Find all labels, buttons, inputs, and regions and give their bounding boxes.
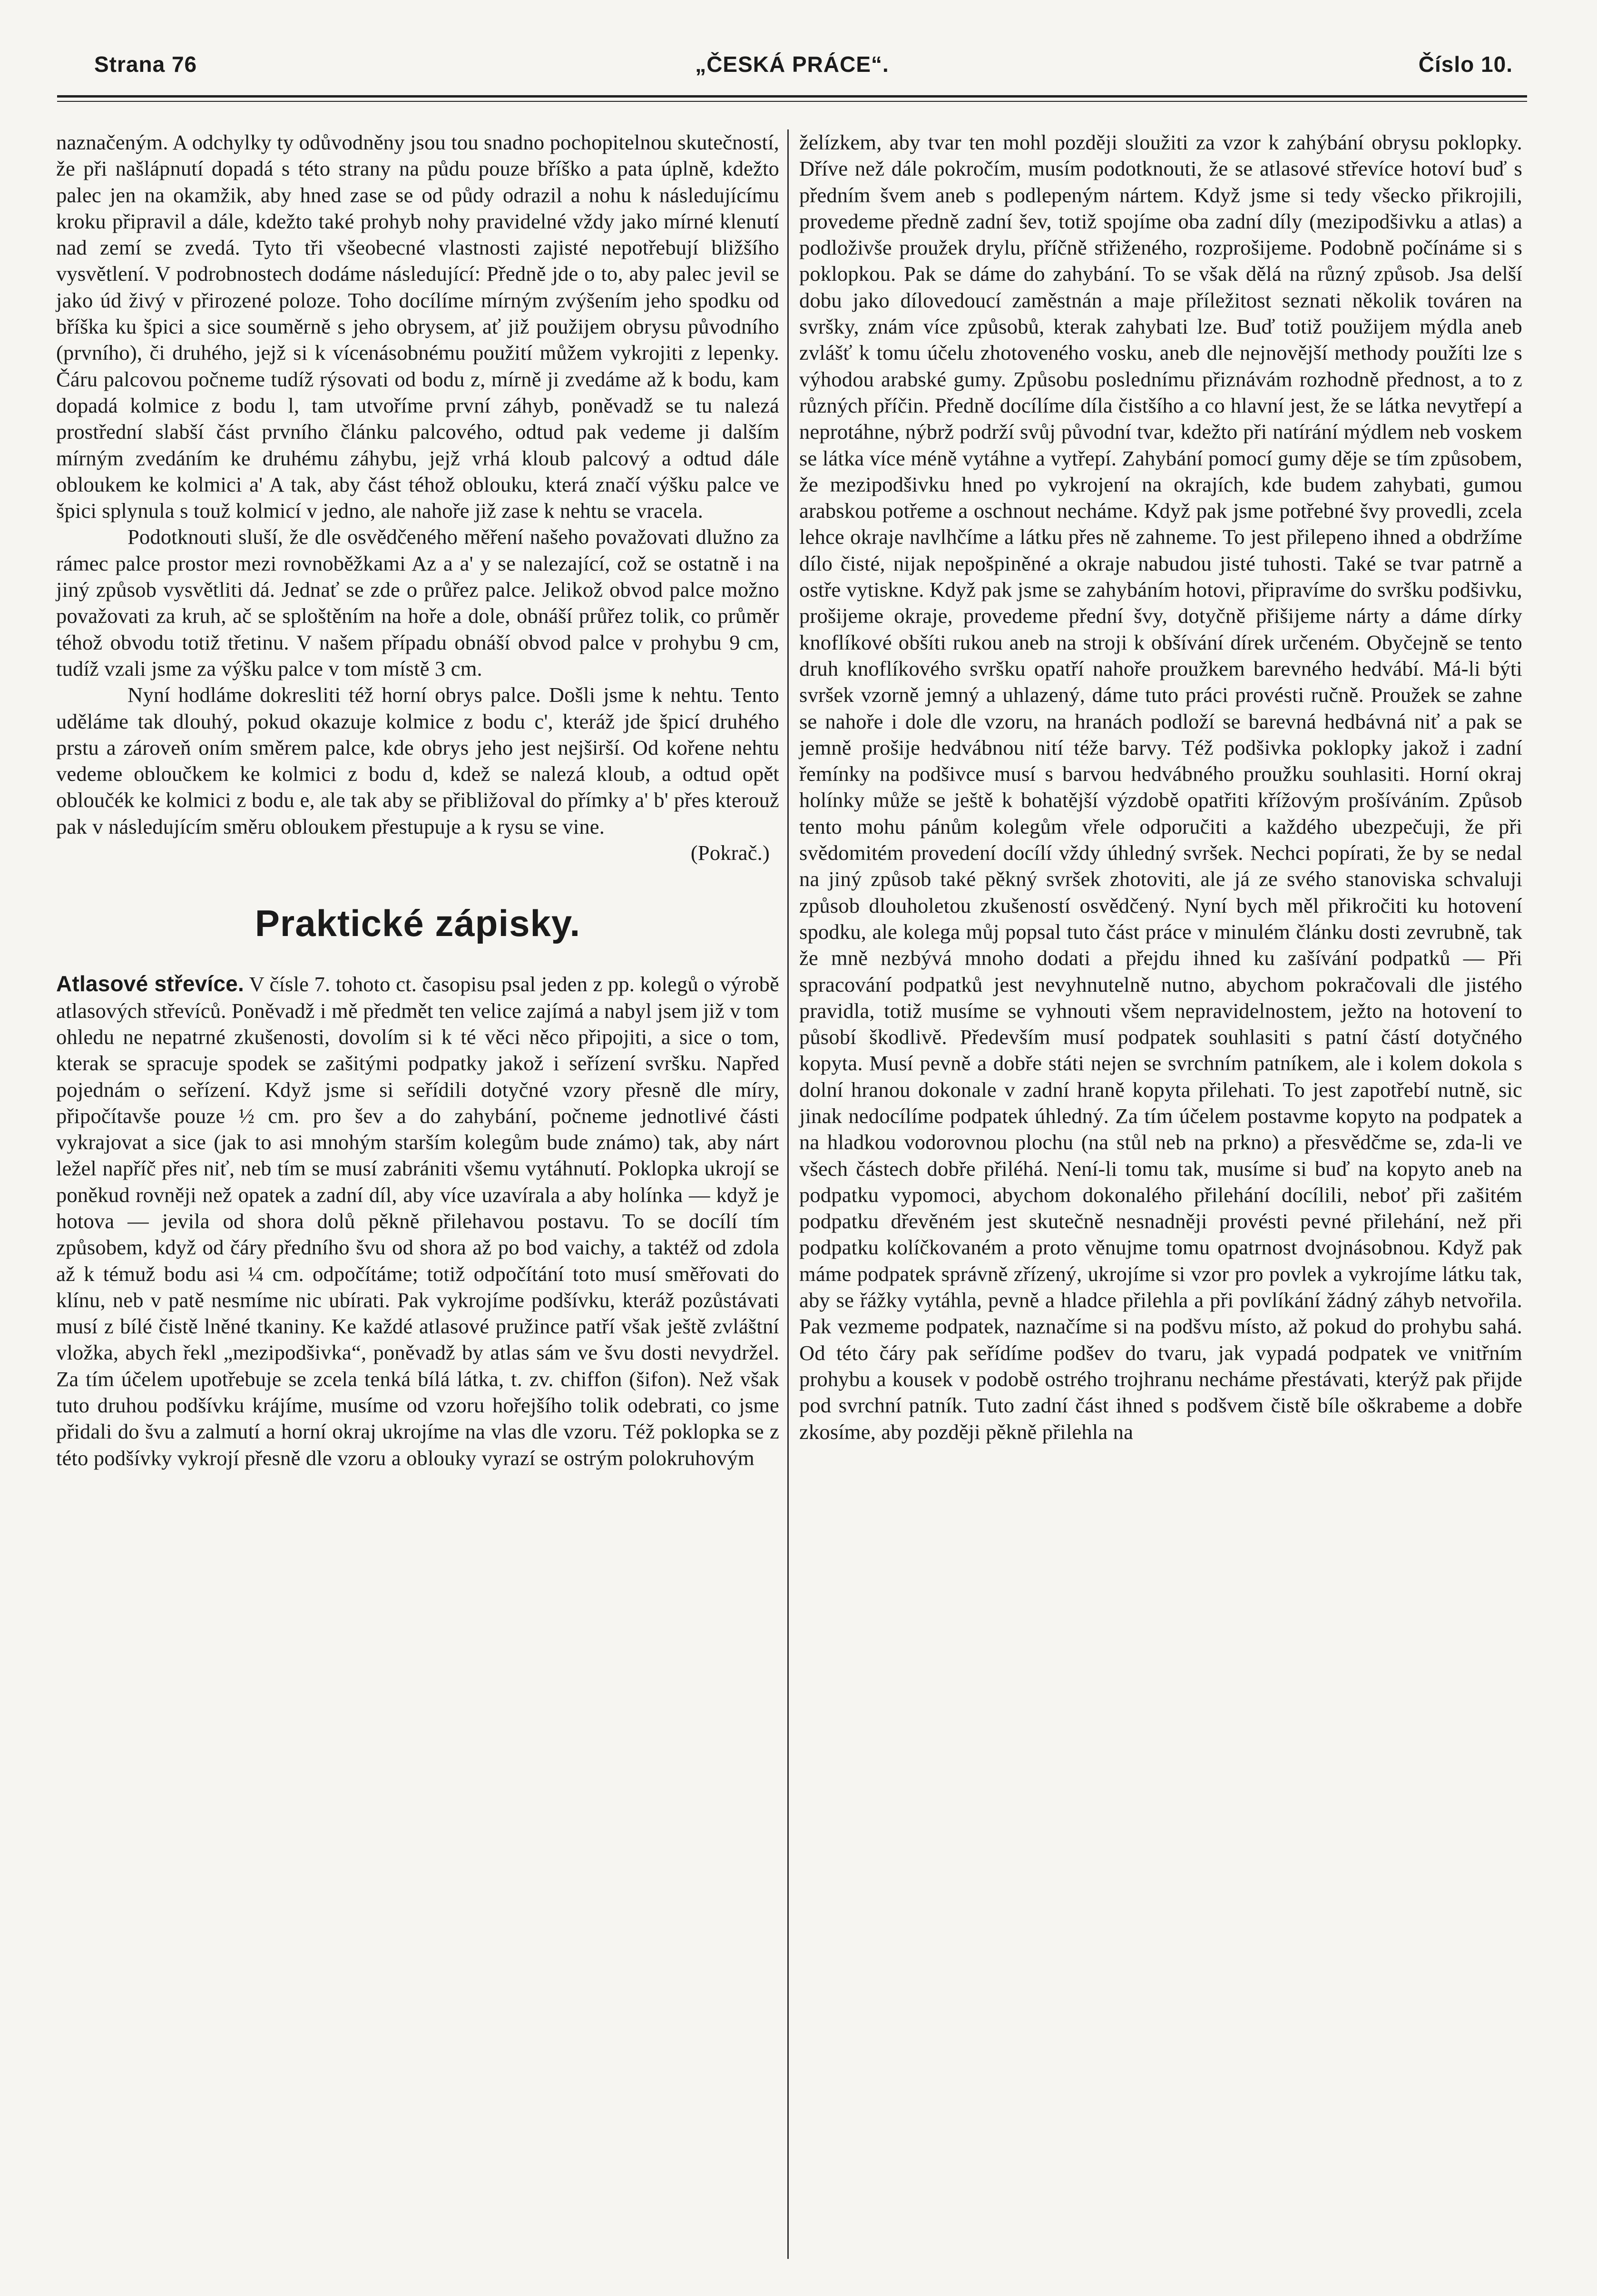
- page-number: Strana 76: [94, 52, 197, 77]
- article-text: V čísle 7. tohoto ct. časopisu psal jeden z pp. kolegů o výrobě atlasových střevíců. Poněvadž i mě předmět ten velice zajímá a nabyl jsem již v tom ohledu ne nepatrné zkušenosti, dovolím si k té věci něco připojiti, a sice o tom, kterak se spracuje spodek se zašitými podpatky jakož i seřízení svršku. Napřed pojednám o seřízení. Když jsme si seřídili dotyčné vzory přesně dle míry, připočítavše pouze ½ cm. pro šev a do zahybání, počneme jednotlivé části vykrajovat a sice (jak to asi mnohým starším kolegům bude známo) tak, aby nárt ležel napříč přes niť, neb tím se musí zabrániti všemu vytáhnutí. Poklopka ukrojí se poněkud rovněji než opatek a zadní díl, aby více uzavírala a aby holínka — když je hotova — jevila od shora dolů pěkně přilehavou postavu. To se docílí tím způsobem, když od čáry předního švu od shora až po bod vaichy, a taktéž od zdola až k témuž bodu asi ¼ cm. odpočítáme; totiž odpočítání toto musí směřovati do klínu, neb v patě nesmíme nic ubírati. Pak vykrojíme podšívku, kteráž pozůstávati musí z bílé čistě lněné tkaniny. Ke každé atlasové pružince patří však ještě zvláštní vložka, abych řekl „mezipodšivka“, poněvadž by atlas sám ve švu dosti nevydržel. Za tím účelem upotřebuje se zcela tenká bílá látka, t. zv. chiffon (šifon). Než však tuto druhou podšívku krájíme, musíme od vzoru hořejšího tolik odebrati, co jsme přidali do švu a zalmutí a horní okraj ukrojíme na vlas dle vzoru. Též poklopka se z této podšívky vykrojí přesně dle vzoru a oblouky vyrazí se ostrým polokruhovým: [56, 972, 780, 1470]
- header-rule-thin: [57, 101, 1527, 102]
- page-header: [57, 51, 1527, 89]
- issue-number: Číslo 10.: [1418, 52, 1513, 77]
- subsection-heading: Atlasové střevíce.: [56, 971, 244, 996]
- section-title: Praktické zápisky.: [255, 902, 581, 945]
- continued-note: (Pokrač.): [690, 841, 770, 865]
- header-rule-thick: [57, 95, 1527, 98]
- left-column: [56, 129, 779, 1471]
- article-paragraph: želízkem, aby tvar ten mohl později sloužiti za vzor k zahýbání obrysu poklopky. Dříve než dále pokročím, musím podotknouti, že se atlasové střevíce hotoví buď s předním švem aneb s podlepeným nártem. Když jsme si tedy všecko přikrojili, provedeme předně zadní šev, totiž spojíme oba zadní díly (mezipodšivku a atlas) a podloživše proužek drylu, příčně střiženého, rozprošijeme. Podobně počínáme si s poklopkou. Pak se dáme do zahybání. To se však dělá na různý způsob. Jsa delší dobu jako dílovedoucí zaměstnán a maje příležitost seznati několik továren na svršky, znám více způsobů, kterak zahybati lze. Buď totiž použijem mýdla aneb zvlášť k tomu účelu zhotoveného vosku, aneb dle nejnovější methody použíti lze s výhodou arabské gumy. Způsobu poslednímu přiznávám rozhodně přednost, a to z různých příčin. Předně docílíme díla čistšího a co hlavní jest, že se látka nevytřepí a neprotáhne, nýbrž podrží svůj původní tvar, kdežto při natírání mýdlem neb voskem se látka více méně vytáhne a vytřepí. Zahybání pomocí gumy děje se tím způsobem, že mezipodšivku hned po vykrojení na okrajích, kde budem zahybati, gumou arabskou potřeme a oschnout necháme. Když pak jsme potřebné švy provedli, zcela lehce okraje navlhčíme a látku přes ně zahneme. To jest přilepeno ihned a obdržíme dílo čisté, nijak nepošpiněné a okraje nabudou jisté tuhosti. Také se tvar patrně a ostře vytiskne. Když pak jsme se zahybáním hotovi, připravíme do svršku podšivku, prošijeme okraje, provedeme přední švy, dotyčně přišijeme nárty a dáme dírky knoflíkové obšíti rukou aneb na stroji k obšívání dírek určeném. Obyčejně se tento druh knoflíkového svršku opatří nahoře proužkem barevného hedvábí. Má-li býti svršek vzorně jemný a uhlazený, dáme tuto práci provésti ručně. Proužek se zahne se nahoře i dole dle vzoru, na hranách podloží se barevná hedbávná niť a pak se jemně prošije hedvábnou nití téže barvy. Též podšivka poklopky jakož i zadní řemínky na podšivce musí s barvou hedvábného proužku souhlasiti. Horní okraj holínky může se ještě k bohatější výzdobě opatřiti křížovým prošíváním. Způsob tento mohu pánům kolegům vřele odporučiti a každého ubezpečuji, že při svědomitém provedení docílí vždy úhledný svršek. Nechci popírati, že by se nedal na jiný způsob také pěkný svršek zhotoviti, ale já ze svého stanoviska schvaluji způsob dlouholetou zkušeností osvědčený. Nyní bych měl přikročiti ku hotovení spodku, ale kolega můj popsal tuto část práce v minulém článku dosti zevrubně, tak že mně nezbývá mnoho dodati a přejdu ihned ku zašívání podpatků — Při spracování podpatků jest nevyhnutelně nutno, abychom pokračovali dle jistého pravidla, totiž musíme se vyhnouti všem nepravidelnostem, ježto na hotovení to působí škodlivě. Především musí podpatek souhlasiti s patní částí dotyčného kopyta. Musí pevně a dobře státi nejen se svrchním patníkem, ale i kolem dokola s dolní hranou dokonale v zadní hraně kopyta přilehati. To jest zapotřebí nutně, sic jinak nedocílíme podpatek úhledný. Za tím účelem postavme kopyto na podpatek a na hladkou vodorovnou plochu (na stůl neb na prkno) a přesvědčme se, zda-li ve všech částech dobře přiléhá. Není-li tomu tak, musíme si buď na kopyto aneb na podpatku vypomoci, abychom dokonalého přilehání docílili, neboť při zašitém podpatku dřevěném jest skutečně nesnadněji provésti pevné přilehání, než při podpatku kolíčkovaném a proto věnujme tomu opatrnost dvojnásobnou. Když pak máme podpatek správně zřízený, ukrojíme si vzor pro povlek a vykrojíme látku tak, aby se řážky vytáhla, pevně a hladce přilehla a při povlíkání žádný záhyb netvořila. Pak vezmeme podpatek, naznačíme si na podšvu místo, až pokud do prohybu sahá. Od této čáry pak seřídíme podšev do tvaru, jak vypadá podpatek ve vnitřním prohybu a kousek v podobě ostrého trojhranu necháme přestávati, kterýž pak přijde pod svrchní patník. Tuto zadní část ihned s podšvem čistě bíle oškrabeme a dobře zkosíme, aby později pěkně přilehla na: [799, 130, 1522, 1444]
- article-paragraph: naznačeným. A odchylky ty odůvodněny jsou tou snadno pochopitelnou skutečností, že při našlápnutí dopadá s této strany na půdu pouze bříško a pata úplně, kdežto palec jen na okamžik, aby hned zase se od půdy odrazil a nohu k následujícímu kroku připravil a dále, kdežto také prohyb nohy pravidelné vždy jako mírné klenutí nad zemí se zvedá. Tyto tři všeobecné vlastnosti zajisté nepotřebují bližšího vysvětlení. V podrobnostech dodáme následující: Předně jde o to, aby palec jevil se jako úd živý v přirozené poloze. Toho docílíme mírným zvýšením jeho spodku od bříška ku špici a sice souměrně s jeho obrysem, ať již použijem obrysu původního (prvního), či druhého, jejž si k vícenásobnému použití můžem vykrojiti z lepenky. Čáru palcovou počneme tudíž rýsovati od bodu z, mírně ji zvedáme až k bodu, kam dopadá kolmice z bodu l, tam utvoříme první záhyb, poněvadž se tu nalezá prostřední slabší část prvního článku palcového, odtud pak vedeme ji dalším mírným zvedáním ke druhému záhybu, jejž vrhá kloub palcový a odtud dále obloukem ke kolmici a' A tak, aby část téhož oblouku, která značí výšku palce ve špici splynula s touž kolmicí v jedno, ale nahoře již zase k nehtu se vracela.: [56, 130, 779, 523]
- publication-title: „ČESKÁ PRÁCE“.: [695, 52, 889, 77]
- article-paragraph: [56, 971, 779, 1471]
- column-divider: [787, 129, 789, 2259]
- article-paragraph: Podotknouti sluší, že dle osvědčeného měření našeho považovati dlužno za rámec palce prostor mezi rovnoběžkami Az a a' y se nalezající, což se ostatně i na jiný způsob vysvětliti dá. Jednať se zde o průřez palce. Jelikož obvod palce možno považovati za kruh, ač se sploštěním na hoře a dole, obnáší průřez tolik, co průměr téhož obvodu totiž třetinu. V našem případu obnáší obvod palce v prohybu 9 cm, tudíž vzali jsme za výšku palce v tom místě 3 cm.: [56, 525, 779, 680]
- article-paragraph: Nyní hodláme dokresliti též horní obrys palce. Došli jsme k nehtu. Tento uděláme tak dlouhý, pokud okazuje kolmice z bodu c', kteráž jde špicí druhého prstu a zároveň oním směrem palce, kde obrys jeho jest nejširší. Od kořene nehtu vedeme obloučkem ke kolmici z bodu d, kdež se nalezá kloub, a odtud opět obloučék ke kolmici z bodu e, ale tak aby se přibližoval do přímky a' b' přes kterouž pak v následujícím směru obloukem přestupuje a k rysu se vine.: [56, 683, 779, 838]
- right-column: [799, 129, 1522, 1445]
